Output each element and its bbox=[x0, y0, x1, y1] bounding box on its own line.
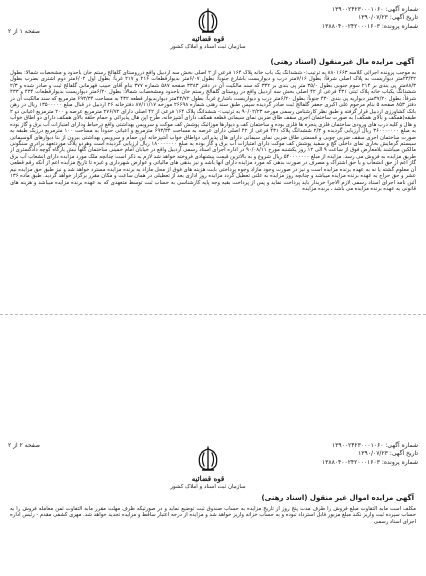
issuer-header bbox=[156, 474, 260, 492]
organization-label: سازمان ثبت اسناد و املاک کشور bbox=[170, 44, 246, 50]
notice-body: مکلف است مابه التفاوت مبلغ فروش را ظرف مدت پنج روز از تاریخ مزایده به حساب صندوق ثبت توضیع نماید و در صورتیکه ظرف مهلت مقرر مابه التفاوت ثمن معامله فروش را به حساب سپرده ثبت واریز نکند مبلغ مزبور قابل استرداد نبوده و به حساب خزانه واریز خواهد شد و مزایده از درجه اعتبار ساقط و مزایده تجدید خواهد شد. مهری کشفی مقدم - رئیس اداره اجرای اسناد رسمی bbox=[10, 506, 416, 525]
notice-meta bbox=[268, 6, 418, 31]
page-number: صفحه ۲ از ۲ bbox=[8, 442, 40, 449]
notice-date: تاریخ آگهی: ۱۳۹۰/۰۷/۲۳ bbox=[358, 14, 418, 22]
auction-notice-page-2 bbox=[6, 440, 420, 572]
judiciary-label: قوه قضائیه bbox=[191, 474, 225, 483]
iran-emblem-icon bbox=[178, 6, 238, 36]
organization-label: سازمان ثبت اسناد و املاک کشور bbox=[170, 484, 246, 490]
notice-number: شماره آگهی: ۱۳۹۰۰۲۴۲۳۰۰۰۱۰۶۰ bbox=[331, 6, 418, 13]
notice-date: تاریخ آگهی: ۱۳۹۰/۰۷/۲۳ bbox=[358, 450, 418, 458]
page-number: صفحه ۱ از ۲ bbox=[8, 28, 40, 35]
auction-notice-page-1 bbox=[6, 4, 420, 310]
iran-emblem-icon bbox=[178, 444, 238, 474]
judiciary-label: قوه قضائیه bbox=[191, 34, 225, 43]
notice-title: آگهی مزایده اموال غیر منقول (اسناد رهنی) bbox=[261, 494, 414, 502]
notice-number: شماره آگهی: ۱۳۹۰۰۲۴۲۳۰۰۰۱۰۶۰ bbox=[331, 442, 418, 449]
blank-area bbox=[0, 318, 426, 434]
notice-meta bbox=[268, 442, 418, 467]
notice-body: به موجب پرونده اجرائی کلاسه ۸۸۰۱۶۶۳ به ترتیب:- ششدانگ یک باب خانه پلاک ۱۶۴ فرعی از ۲ اصلی بخش سه اردبیل واقع درروستای گلفالج رستم خان باحدود و مشخصات شمالاً: بطول ۲۳/۳۲متر دیواریست به پلاک اصلی شرقاً: بطول ۷/۱۶متر درب و دیواریست باشارع جنوباً: بطول ۶/۰۷متر بدیوارقطعات ۲۱۶ و ۲۱۷ غرباً: بطول اول ۶/۰۲متر دوم اشتری بضرب بطول ۸۸/۳متر پی بندی بر ۲۱۴ سوم جنوبی بطول ۳۵/۰ متر پی بندی بر ۳۳۲ که سند مالکیت آن در دفتر ۳۳۸۳ صفحه ۵۸۷ شماره ۳۷۷ بنام آقای حبیب قهرمانی گلفالج ثبت و صادر شده و ۲/۳ ششدانگ یکباب خانه پلاک ثبتی ۴۳۱ فرعی از ۴۲ اصلی بخش سه اردبیل واقع در روستای گلفالج رستم خان باحدود ومشخصات شمالاً: بطول ۶/۲۰متر دیواریست بدیوارقطعات ۴۳۴ و ۴۳۳ شرقاً: بطول ۳۷/۲۰متر دیواریه پی بندی ۴۳۰ جنوباً: بطول ۶/۲۰متر درب و دیواریست باشارع غرباً: بطول ۴۳/۷۲متر دیواربدیوار قطعه ۴۳۲ به مساحت ۶۹۳/۳۴ مترمربع که سند مالکیت آن در دفتر ۸۵۳ صفحه ۵ بنام مرحوم علی اکبری جعفر گلفالج ثبت صادر گردیده سپس طبق سند رهنی شماره ۲۶۶۹۸ مورخه ۸۷/۱۱/۱۷ دفترخانه ۲۶ اردبیل در قبال مبلغ ۱۳۵۰۰۰۰۰ ریال در رهن بانک کشاورزی اردبیل قرار گرفته و طبق نظر کارشناس رسمی مورخه ۹۰/۰۲/۲۳ به ترتیب:- ششدانگ پلاک ۱۶۴ فرعی از ۴۲ اصلی دارای ۲۷۶/۷۲ مترمربع عرصه و ۲۰۰ مترمربع اعیانی دو ۲ طبقه(همکف و بالای همکف) به صورت ساختمان اجری سقف طاق ضربی نمای سیمانی قطعه همکف دارای آشپزخانه، طرح اپن هال پذیرائی و حمام حلقه بالای همکف دارای دو اطاق خواب و هال و کلیه درب های ورودی ساختمان فلزی پنجره ها فلزی بوده و ساختمان کف و دیوارها موزائیک پوشش کف موکت و سرویس بهداشتی واقع درحیاط ودارای امتیازات آب برق و گاز بوده به مبلغ ۳۶۰۰۰۰۰۰۰ ریال ارزیابی گردیده و ۲/۳ ششدانگ پلاک ۴۳۱ فرعی از ۴۲ اصلی دارای عرصه به مساحت ۶۹۳/۳۴ مترمربع و اعیانی حدوداً به مساحت ۱۰۰ مترمربع درزیک طبقه به صورت ساختمان اجری سقف ضربی چوبی و قسمتی طاق ضربی نمای سیمانی دارای هال پذیرائی دواطاق خواب آشپزخانه اپن حمام و سرویس بهداشتی بیرون از بنا دیوارهای آلوسیمانی سیستم گرمایش بخاری نمای داخلی گچ و سفید پوشش کف موکت دارای امتیازات آب برق و گاز بوده به مبلغ ۱۸۰۰۰۰۰۰۰ ریال ارزیابی گردیده است وهردو پلاک موردتعهد برادری سنگونی مالکین میباشند بلامعارض فوق از ساعت ۹ الی ۱۲ روز یکشنبه مورخ ۹۰/۰۸/۱۱ در اداره اجرای اسناد رسمی اردبیل واقع در خیابان امام خمینی ساختمان گلها نبش بارگاه کوچه دادگستری از طریق مزایده به فروش می رسد. مزایده از مبلغ ۵۴۰۰۰۰۰۰۰ ریال شروع و به بالاترین قیمت پیشنهادی فروخته خواهد شد لازم به ذکر است چنانچه ملک مورد مزایده دارای انشعاب آب برق گاز اعم از حق انشعاب و یا حق اشتراک و مصرف در صورت بدهی که مورد مزایده دارای آنها باشد و نیز بدهی های مالیاتی و عوارض شهرداری و غیره تا تاریخ مزایده اعم از آنکه رقم قطعی آن معلوم گشته یا نه به عهده برنده مزایده است و نیز در صورت وجود مازاد وجوه پرداختی بابت هزینه های فوق از محل مازاد به برنده مزایده مسترد خواهد شد و نیز طبق حق مزایده نیم عشر و حق حراج به عهده برنده مزایده میباشد و چنانچه روز مزایده به علتی تعطیل گردد مزایده روز اداری بعد از تعطیلی در همان ساعت و مکان مقرر برگزار خواهد گردید. طبق ماده ۱۳۶ آئین نامه اجرای اسناد رسمی لازم الاجرا خریدار باید پرداخت نماید و پس از پرداخت بقیه وجه پایه کارشناسی به حساب ثبت توسط متعهدی که به عهده برنده مزایده میباشد و هزینه های قانونی به عهده برنده مزایده می باشد ، برنده مزایده bbox=[10, 70, 416, 193]
file-number: شماره پرونده: ۱۳۸۸۰۴۰۰۲۴۲۰۰۰۱۶۰۳ bbox=[321, 458, 418, 466]
page-divider bbox=[0, 314, 426, 315]
notice-title: آگهی مزایده مال غیرمنقول (اسناد رهنی) bbox=[270, 58, 414, 66]
issuer-header bbox=[156, 34, 260, 52]
file-number: شماره پرونده: ۱۳۸۸۰۴۰۰۲۴۲۰۰۰۱۶۰۳ bbox=[321, 22, 418, 30]
